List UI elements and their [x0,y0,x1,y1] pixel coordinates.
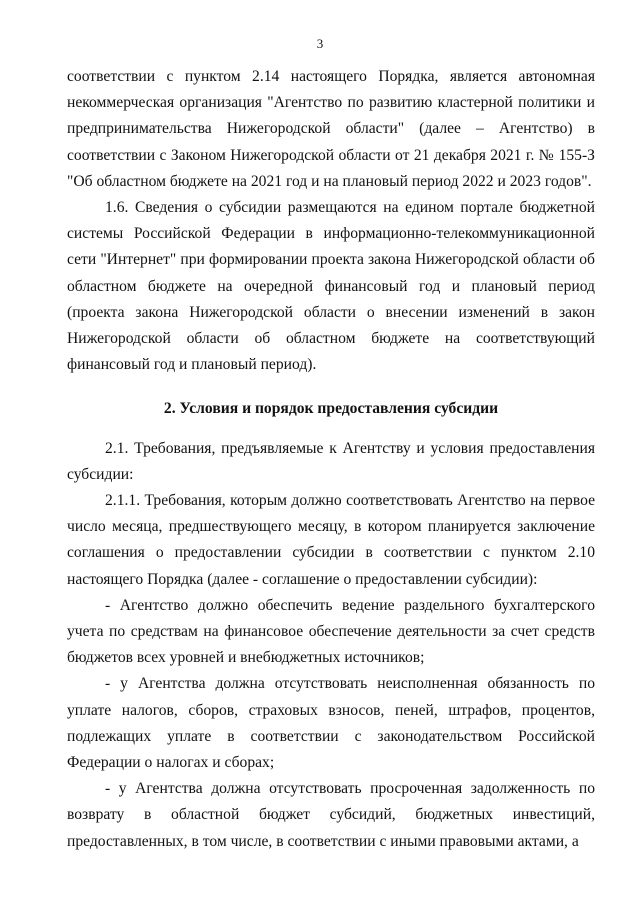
list-item: - Агентство должно обеспечить ведение раздельного бухгалтерского учета по средствам на финансовое обеспечение деятельности за счет средств бюджетов всех уровней и внебюджетных источников; [67,596,595,667]
spacer [67,423,595,436]
document-body [67,64,595,855]
list-item: - у Агентства должна отсутствовать неисполненная обязанность по уплате налогов, сборов, страховых взносов, пеней, штрафов, процентов, подлежащих уплате в соответствии с законодательством Российской Федерации о налогах и сборах; [67,675,595,772]
paragraph-2-1: 2.1. Требования, предъявляемые к Агентству и условия предоставления субсидии: [67,439,595,483]
list-item: - у Агентства должна отсутствовать просроченная задолженность по возврату в областной бюджет субсидий, бюджетных инвестиций, предоставленных, в том числе, в соответствии с иными правовыми актами, а [67,780,595,850]
section-heading: 2. Условия и порядок предоставления субсидии [163,400,499,418]
paragraph-continuation: соответствии с пунктом 2.14 настоящего Порядка, является автономная некоммерческая организация "Агентство по развитию кластерной политики и предпринимательства Нижегородской области" (далее – Агентство) в соответствии с Законом Нижегородской области от 21 декабря 2021 г. № 155-З "Об областном бюджете на 2021 год и на плановый период 2022 и 2023 годов". [67,68,595,190]
paragraph-1-6: 1.6. Сведения о субсидии размещаются на едином портале бюджетной системы Российской Федерации в информационно-телекоммуникационной сети "Интернет" при формировании проекта закона Нижегородской области об областном бюджете на очередной финансовый год и плановый период (проекта закона Нижегородской области о внесении изменений в закон Нижегородской области об областном бюджете на соответствующий финансовый год и плановый период). [67,199,595,374]
paragraph-2-1-1: 2.1.1. Требования, которым должно соответствовать Агентство на первое число месяца, предшествующего месяцу, в котором планируется заключение соглашения о предоставлении субсидии в соответствии с пунктом 2.10 настоящего Порядка (далее - соглашение о предоставлении субсидии): [67,492,595,588]
spacer [67,378,595,396]
page-number: 3 [316,36,324,51]
